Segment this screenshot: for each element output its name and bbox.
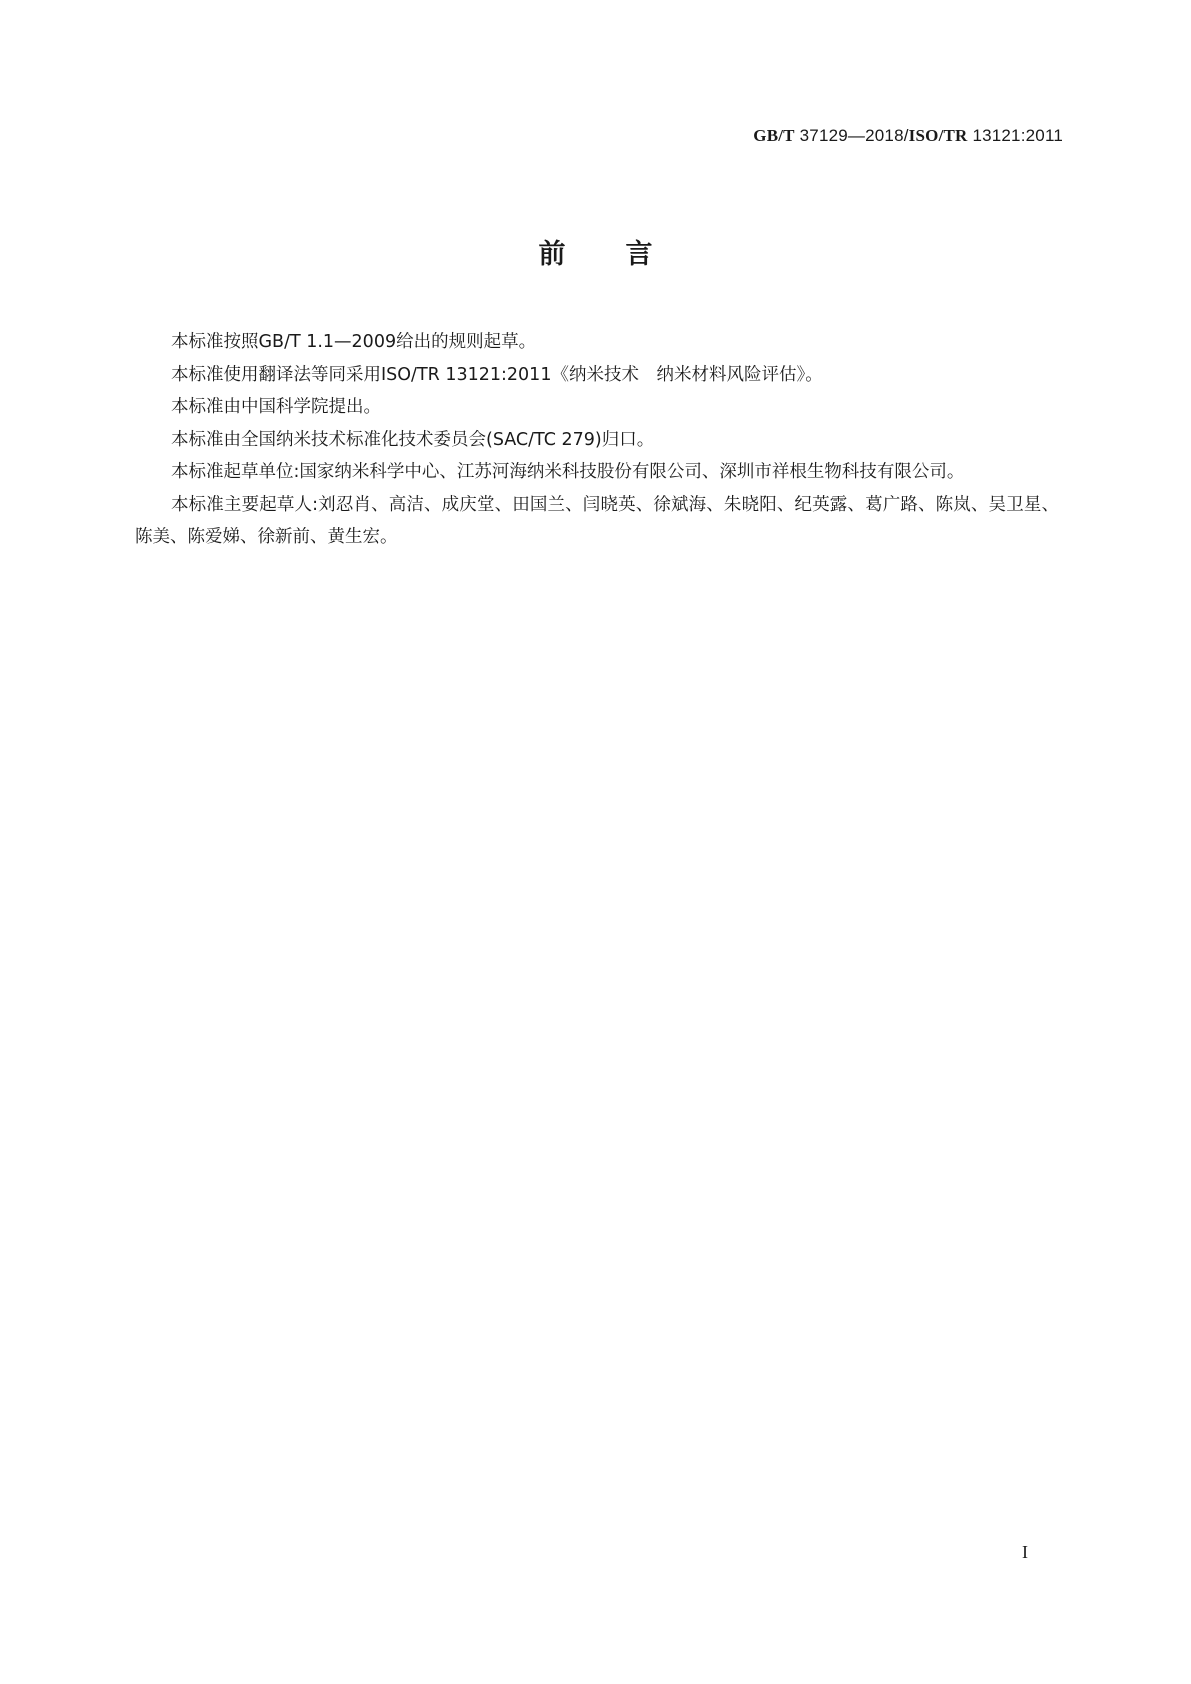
paragraph-proposer: 本标准由中国科学院提出。 — [171, 397, 381, 417]
standard-code-prefix: GB/T — [753, 126, 795, 145]
standard-code-number: 37129—2018/ — [794, 126, 909, 145]
paragraph-drafters: 本标准主要起草人:刘忍肖、高洁、成庆堂、田国兰、闫晓英、徐斌海、朱晓阳、纪英露、葛广路、陈岚、吴卫星、陈美、陈爱娣、徐新前、黄生宏。 — [135, 494, 1059, 547]
standard-code-iso-number: 13121:2011 — [967, 126, 1063, 145]
foreword-body — [135, 326, 1059, 554]
standard-code — [753, 126, 1063, 146]
page-number: I — [1022, 1542, 1028, 1562]
page-title: 前言 — [538, 239, 713, 270]
paragraph-drafting-units: 本标准起草单位:国家纳米科学中心、江苏河海纳米科技股份有限公司、深圳市祥根生物科技有限公司。 — [171, 462, 965, 482]
standard-code-iso: ISO/TR — [908, 126, 968, 145]
paragraph-adoption: 本标准使用翻译法等同采用ISO/TR 13121:2011《纳米技术 纳米材料风险评估》。 — [171, 364, 823, 385]
paragraph-drafting-rules: 本标准按照GB/T 1.1—2009给出的规则起草。 — [171, 332, 537, 352]
paragraph-committee: 本标准由全国纳米技术标准化技术委员会(SAC/TC 279)归口。 — [171, 429, 655, 450]
